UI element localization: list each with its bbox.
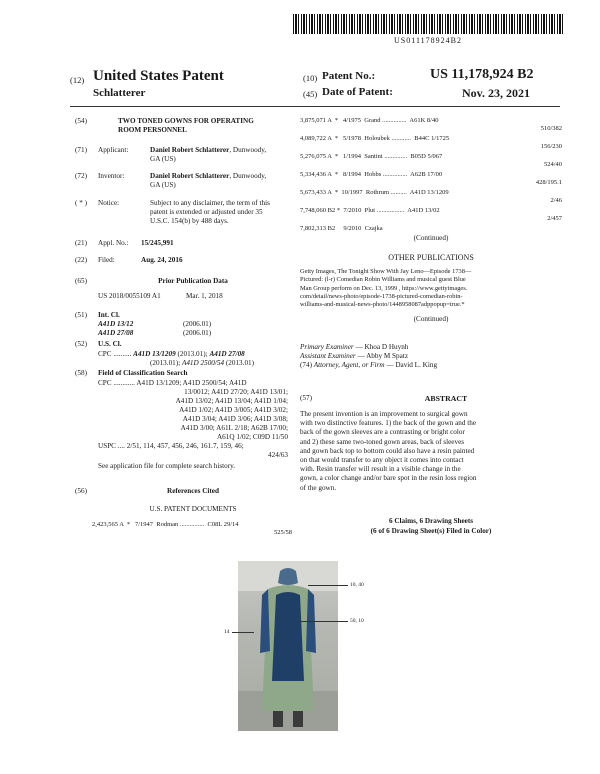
us-cl-date-2: (2013.01);	[150, 359, 181, 367]
notice-line-1: Subject to any disclaimer, the term of this	[150, 199, 270, 207]
us-cl-code-3: A41D 2500/54	[181, 359, 225, 367]
ref-4: 5,673,433 A * 10/1997 Rothrum .......... A41D 13/1209	[300, 189, 449, 196]
ref-2-sub: 524/40	[543, 161, 562, 168]
ref-6: 7,802,313 B2 9/2010 Czajka	[300, 225, 383, 232]
int-cl-2-date: (2006.01)	[183, 329, 212, 337]
leader-line-1	[308, 585, 348, 586]
ref-3-sub: 428/195.1	[535, 179, 562, 186]
us-cl-cpc: CPC ..........	[98, 350, 132, 358]
prior-pub-title: Prior Publication Data	[158, 277, 228, 285]
refs-title: References Cited	[167, 487, 219, 495]
figure-label-3: 14	[224, 629, 230, 635]
tag-45: (45)	[303, 89, 318, 99]
fs-line-5: A41D 3/00; A61L 2/18; A62B 17/00;	[180, 424, 288, 432]
assistant-label: Assistant Examiner	[300, 352, 356, 360]
abstract-2: back of the gown sleeves are a contrasting or bright color	[300, 428, 465, 437]
prior-pub-number: US 2018/0055109 A1	[98, 292, 161, 300]
inventor-label: Inventor:	[98, 172, 125, 180]
barcode	[293, 14, 563, 34]
applicant-label: Applicant:	[98, 146, 129, 154]
fs-line-6: A61Q 1/02; C09D 11/50	[216, 433, 288, 441]
abstract-8: of the gown.	[300, 483, 337, 492]
us-cl-title: U.S. Cl.	[98, 340, 122, 348]
abstract-0: The present invention is an improvement to surgical gown	[300, 410, 468, 418]
code-72: (72)	[75, 172, 87, 180]
claims-count: 6 Claims, 6 Drawing Sheets	[388, 517, 474, 525]
us-cl-code-2: A41D 27/08	[209, 350, 245, 358]
fs-line-4: A41D 3/04; A41D 3/06; A41D 3/08;	[182, 415, 288, 423]
notice-line-2: patent is extended or adjusted under 35	[150, 208, 263, 216]
applicant-state: GA (US)	[150, 155, 176, 163]
ref-2: 5,276,075 A * 1/1994 Santini .............. B05D 5/067	[300, 153, 443, 160]
applicant-city: , Dunwoody,	[229, 146, 267, 154]
ref-left-1: 2,423,565 A * 7/1947 Rodman ............... C08L 29/14	[92, 521, 239, 528]
ref-5-sub: 2/457	[547, 215, 562, 222]
leader-line-2	[300, 621, 348, 622]
abstract-title: ABSTRACT	[424, 394, 468, 403]
notice-label: Notice:	[98, 199, 120, 207]
header-rule	[70, 106, 560, 107]
filed-label: Filed:	[98, 256, 115, 264]
fs-line-1: 13/0012; A41D 27/20; A41D 13/01;	[184, 388, 288, 396]
ref-0-sub: 510/382	[540, 125, 562, 132]
code-21: (21)	[75, 239, 87, 247]
code-65: (65)	[75, 277, 87, 285]
figure-label-2: 50, 10	[350, 618, 364, 624]
other-pub-0: Getty Images, The Tonight Show With Jay Leno—Episode 1738—	[300, 268, 472, 275]
ref-0: 3,875,071 A * 4/1975 Grand ............... A61K 8/40	[300, 117, 439, 124]
continued-2: (Continued)	[413, 315, 449, 323]
code-58: (58)	[75, 369, 87, 377]
ref-4-sub: 2/46	[550, 197, 562, 204]
inventor-name: Daniel Robert Schlatterer	[150, 172, 230, 180]
drawing-sheets: (6 of 6 Drawing Sheet(s) Filed in Color)	[370, 527, 492, 535]
fs-line-2: A41D 13/02; A41D 13/04; A41D 1/04;	[175, 397, 288, 405]
assistant-examiner	[300, 352, 408, 361]
int-cl-title: Int. Cl.	[98, 311, 120, 319]
inventor-city: , Dunwoody,	[229, 172, 267, 180]
other-pub-2: Man Group perform on Dec. 13, 1999 , https://www.gettyimages.	[300, 284, 468, 292]
patent-date: Nov. 23, 2021	[462, 86, 531, 100]
fs-line-8: 424/63	[268, 451, 288, 459]
ref-left-1-sub: 525/58	[273, 529, 292, 536]
inventor-short: Schlatterer	[93, 87, 146, 99]
primary-name: — Khoa D Huynh	[353, 343, 409, 351]
int-cl-1-date: (2006.01)	[183, 320, 212, 328]
attorney-name: — David L. King	[384, 361, 438, 369]
date-label: Date of Patent:	[322, 86, 393, 98]
leader-line-3	[232, 632, 254, 633]
code-56: (56)	[75, 487, 87, 495]
abstract-7: gown, a color change and/or bare spot in the resin loss region	[300, 474, 477, 483]
attorney-code: (74)	[300, 361, 312, 369]
code-57: (57)	[300, 394, 312, 402]
notice-line-3: U.S.C. 154(b) by 488 days.	[150, 217, 229, 225]
fs-line-7: USPC .... 2/51, 114, 457, 456, 246, 161.7, 159, 46;	[98, 442, 244, 450]
abstract-6: with. Resin transfer will result in a visible change in the	[300, 465, 461, 474]
refs-sub: U.S. PATENT DOCUMENTS	[149, 505, 237, 513]
assistant-name: — Abby M Spatz	[355, 352, 409, 360]
code-54: (54)	[75, 117, 87, 125]
ref-1: 4,089,722 A * 5/1978 Holoubek ............ B44C 1/1725	[300, 135, 450, 142]
other-pub-3: com/detail/news-photo/episode-1738-pictured-comedian-robin-	[300, 292, 463, 300]
fs-line-9: See application file for complete search history.	[98, 462, 236, 470]
ref-1-sub: 156/230	[540, 143, 562, 150]
patent-number: US 11,178,924 B2	[430, 67, 534, 82]
field-search-title: Field of Classification Search	[98, 369, 188, 377]
fs-line-0: CPC ............ A41D 13/1209; A41D 2500/54; A41D	[98, 379, 247, 387]
code-notice: ( * )	[75, 199, 87, 207]
prior-pub-date: Mar. 1, 2018	[186, 292, 223, 300]
attorney	[300, 361, 437, 370]
abstract-5: on that would transfer to any object it comes into contact	[300, 456, 464, 464]
patent-no-label: Patent No.:	[322, 70, 376, 82]
applicant-name: Daniel Robert Schlatterer	[150, 146, 230, 154]
us-cl-date-3: (2013.01)	[225, 359, 255, 367]
us-cl-date-1: (2013.01);	[177, 350, 208, 358]
title-line-2: ROOM PERSONNEL	[118, 126, 187, 134]
int-cl-1: A41D 13/12	[98, 320, 134, 328]
code-51: (51)	[75, 311, 87, 319]
primary-label: Primary Examiner	[300, 343, 354, 351]
other-pub-1: Pictured: (l-r) Comedian Robin Williams and musical guest Blue	[300, 276, 466, 284]
us-cl-code-1: A41D 13/1209	[133, 350, 176, 358]
figure-label-1: 10, 40	[350, 582, 364, 588]
fs-line-3: A41D 1/02; A41D 3/005; A41D 3/02;	[179, 406, 288, 414]
attorney-label: Attorney, Agent, or Firm	[313, 361, 385, 369]
abstract-3: and 2) these same two-toned gown areas, back of sleeves	[300, 437, 465, 446]
representative-figure	[238, 561, 338, 731]
code-22: (22)	[75, 256, 87, 264]
other-pub-title: OTHER PUBLICATIONS	[388, 253, 474, 262]
inventor-line-1	[150, 172, 266, 181]
appl-no: 15/245,991	[141, 239, 174, 247]
int-cl-2: A41D 27/08	[98, 329, 134, 337]
us-cl-line-1	[98, 350, 245, 359]
ref-3: 5,334,436 A * 8/1994 Hobbs ............... A62B 17/00	[300, 171, 443, 178]
tag-12: (12)	[70, 75, 85, 85]
other-pub-4: williams-and-musical-news-photo/1448958087adppopup=true.*	[300, 301, 465, 309]
filed-date: Aug. 24, 2016	[141, 256, 183, 264]
inventor-state: GA (US)	[150, 181, 176, 189]
us-cl-line-2	[150, 359, 254, 368]
document-number: US011178924B2	[394, 36, 462, 45]
continued-1: (Continued)	[413, 234, 449, 242]
code-52: (52)	[75, 340, 87, 348]
ref-5: 7,748,060 B2 * 7/2010 Plut ................. A41D 13/02	[300, 207, 440, 214]
code-71: (71)	[75, 146, 87, 154]
appl-no-label: Appl. No.:	[98, 239, 129, 247]
tag-10: (10)	[303, 73, 318, 83]
abstract-1: with two distinctive features. 1) the back of the gown and the	[300, 419, 477, 428]
abstract-4: and gown back top to bottom could also have a resin painted	[300, 446, 475, 455]
patent-title: United States Patent	[93, 68, 224, 84]
primary-examiner	[300, 343, 408, 352]
title-line-1: TWO TONED GOWNS FOR OPERATING	[118, 117, 254, 125]
gown-figure-svg	[238, 561, 338, 731]
applicant-line-1	[150, 146, 266, 155]
